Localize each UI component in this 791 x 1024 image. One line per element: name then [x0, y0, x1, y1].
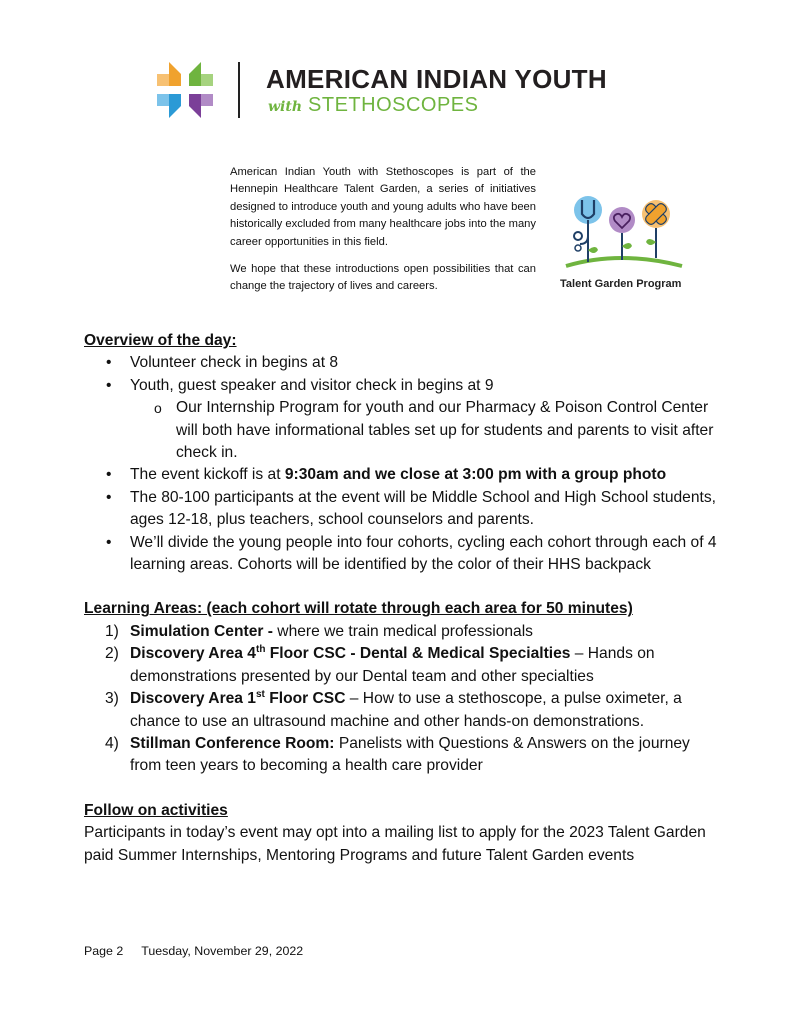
main-content [84, 330, 724, 867]
overview-bullet-2: Youth, guest speaker and visitor check in begins at 9 [130, 376, 494, 394]
overview-sublist [84, 397, 724, 464]
list-item [84, 487, 724, 532]
overview-bullet-4: The 80-100 participants at the event will be Middle School and High School students, ages 12-18, plus teachers, school counselors and parents. [130, 488, 716, 529]
intro-paragraph-2: We hope that these introductions open possibilities that can change the trajectory of lives and careers. [230, 263, 536, 293]
follow-text: Participants in today’s event may opt into a mailing list to apply for the 2023 Talent Garden paid Summer Internships, Mentoring Programs and future Talent Garden events [84, 824, 706, 864]
list-item [84, 464, 724, 486]
learning-item-2-sup: th [255, 644, 266, 656]
list-item [84, 532, 724, 577]
learning-item-4-text: Panelists with Questions & Answers on the journey from teen years to becoming a health care provider [130, 734, 690, 775]
list-item [84, 352, 724, 374]
learning-list [84, 621, 724, 778]
aiys-logo-icon [155, 60, 215, 120]
learning-item-2-text: – Hands on demonstrations presented by our Dental team and other specialties [130, 645, 655, 685]
overview-list [84, 352, 724, 397]
logo-subtitle [268, 94, 479, 117]
logo-sub-with: with [268, 99, 303, 115]
logo-divider [238, 62, 240, 118]
footer-date: Tuesday, November 29, 2022 [141, 944, 304, 958]
intro-paragraph-1: American Indian Youth with Stethoscopes is part of the Hennepin Healthcare Talent Garden, a series of initiatives designed to introduce youth and young adults who have been historically excluded from many healthcare jobs into the many career opportunities in this field. [230, 166, 536, 248]
list-item [84, 643, 724, 688]
intro-block [230, 164, 536, 306]
page-number: Page 2 [84, 944, 124, 958]
learning-item-4-bold: Stillman Conference Room: [130, 734, 335, 752]
learning-item-3-sup: st [255, 688, 265, 700]
page-footer [84, 944, 303, 958]
learning-num-4: 4) [105, 734, 119, 752]
list-item [84, 397, 724, 464]
list-item [84, 688, 724, 733]
talent-garden-logo-icon [560, 188, 688, 274]
overview-subbullet-1: Our Internship Program for youth and our Pharmacy & Poison Control Center will both have informational tables set up for students and parents to visit after check in. [176, 399, 714, 462]
follow-heading: Follow on activities [84, 801, 228, 819]
learning-num-1: 1) [105, 622, 119, 640]
talent-garden-label: Talent Garden Program [560, 278, 682, 290]
overview-heading: Overview of the day: [84, 332, 237, 349]
learning-item-1-text: where we train medical professionals [272, 622, 533, 640]
learning-item-3-bold-b: Floor CSC [264, 690, 346, 708]
list-item [84, 733, 724, 778]
list-item [84, 375, 724, 397]
logo-sub-main: STETHOSCOPES [308, 94, 479, 116]
overview-bullet-1: Volunteer check in begins at 8 [130, 354, 339, 372]
learning-num-3: 3) [105, 690, 119, 708]
list-item [84, 621, 724, 643]
learning-item-1-bold: Simulation Center - [130, 622, 273, 640]
learning-heading: Learning Areas: (each cohort will rotate through each area for 50 minutes) [84, 600, 633, 618]
learning-item-2-bold-b: Floor CSC - Dental & Medical Specialties [265, 645, 571, 663]
overview-bullet-3-bold: 9:30am and we close at 3:00 pm with a group photo [284, 466, 667, 484]
overview-bullet-5: We’ll divide the young people into four cohorts, cycling each cohort through each of 4 learning areas. Cohorts will be identified by the color of their HHS backpack [130, 533, 717, 574]
logo-title: AMERICAN INDIAN YOUTH [266, 64, 607, 94]
overview-bullet-3-prefix: The event kickoff is at [130, 466, 285, 484]
learning-num-2: 2) [105, 645, 119, 663]
learning-item-3-bold-a: Discovery Area 1 [130, 690, 256, 708]
learning-item-3-text: – How to use a stethoscope, a pulse oximeter, a chance to use an ultrasound machine and other hands-on demonstrations. [130, 690, 682, 730]
overview-list-continued [84, 464, 724, 576]
learning-item-2-bold-a: Discovery Area 4 [130, 645, 256, 663]
